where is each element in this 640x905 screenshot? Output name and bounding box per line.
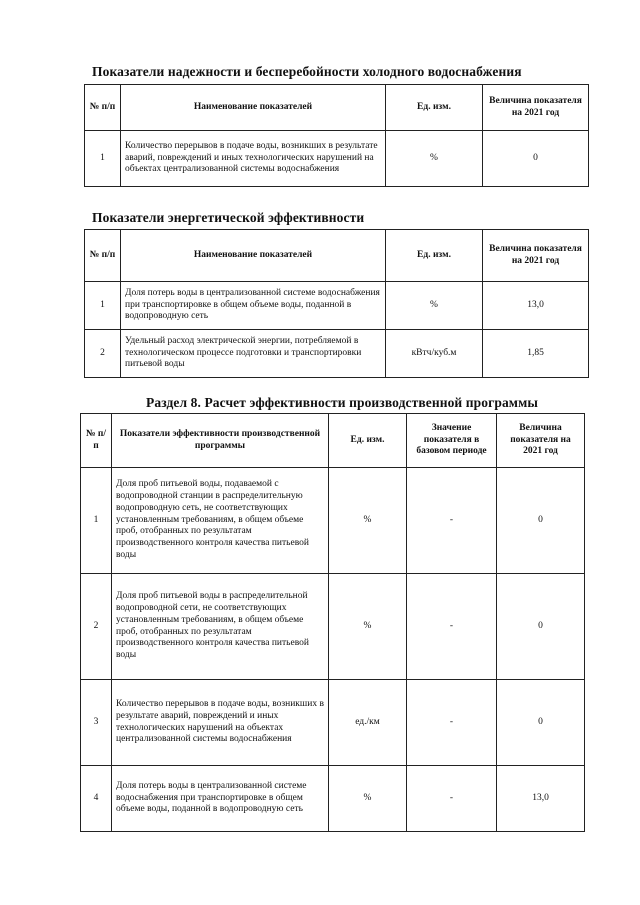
cell-name: Доля проб питьевой воды, подаваемой с водопроводной станции в распределительную водопроводную сеть, не соответствующих установленным требованиям, в общем объеме проб, отобранных по результатам производственного контроля качества питьевой воды bbox=[112, 468, 329, 574]
header-value: Величина показателя на 2021 год bbox=[483, 230, 589, 282]
cell-unit: % bbox=[329, 468, 407, 574]
cell-value: 0 bbox=[497, 574, 585, 680]
cell-num: 1 bbox=[81, 468, 112, 574]
cell-value: 0 bbox=[497, 468, 585, 574]
cell-name: Удельный расход электрической энергии, потребляемой в технологическом процессе подготовки и транспортировки питьевой воды bbox=[121, 330, 386, 378]
header-num: № п/п bbox=[85, 85, 121, 131]
table-row bbox=[85, 131, 589, 187]
cell-name: Доля потерь воды в централизованной системе водоснабжения при транспортировке в общем объеме воды, поданной в водопроводную сеть bbox=[121, 282, 386, 330]
header-name: Показатели эффективности производственной программы bbox=[112, 414, 329, 468]
energy-table bbox=[84, 229, 589, 378]
header-unit: Ед. изм. bbox=[386, 230, 483, 282]
header-num: № п/п bbox=[81, 414, 112, 468]
reliability-table bbox=[84, 84, 589, 187]
cell-name: Доля проб питьевой воды в распределительной водопроводной сети, не соответствующих установленным требованиям, в общем объеме проб, отобранных по результатам производственного контроля качества питьевой воды bbox=[112, 574, 329, 680]
cell-value: 13,0 bbox=[497, 766, 585, 832]
cell-unit: % bbox=[329, 766, 407, 832]
cell-num: 4 bbox=[81, 766, 112, 832]
cell-name: Количество перерывов в подаче воды, возникших в результате аварий, повреждений и иных технологических нарушений на объектах централизованной системы водоснабжения bbox=[112, 680, 329, 766]
table-row bbox=[85, 330, 589, 378]
cell-value: 0 bbox=[497, 680, 585, 766]
table-header-row bbox=[81, 414, 585, 468]
cell-value: 13,0 bbox=[483, 282, 589, 330]
cell-name: Количество перерывов в подаче воды, возникших в результате аварий, повреждений и иных технологических нарушений на объектах централизованной системы водоснабжения bbox=[121, 131, 386, 187]
efficiency-table bbox=[80, 413, 585, 832]
section-title-reliability: Показатели надежности и бесперебойности холодного водоснабжения bbox=[92, 64, 522, 79]
header-base: Значение показателя в базовом периоде bbox=[407, 414, 497, 468]
cell-base: - bbox=[407, 468, 497, 574]
table-row bbox=[81, 574, 585, 680]
header-unit: Ед. изм. bbox=[386, 85, 483, 131]
cell-value: 1,85 bbox=[483, 330, 589, 378]
table-row bbox=[81, 468, 585, 574]
header-unit: Ед. изм. bbox=[329, 414, 407, 468]
header-value: Величина показателя на 2021 год bbox=[497, 414, 585, 468]
cell-base: - bbox=[407, 680, 497, 766]
cell-unit: % bbox=[386, 131, 483, 187]
cell-base: - bbox=[407, 766, 497, 832]
cell-name: Доля потерь воды в централизованной системе водоснабжения при транспортировке в общем объеме воды, поданной в водопроводную сеть bbox=[112, 766, 329, 832]
cell-unit: % bbox=[329, 574, 407, 680]
cell-unit: кВтч/куб.м bbox=[386, 330, 483, 378]
section-title-efficiency: Раздел 8. Расчет эффективности производственной программы bbox=[146, 395, 539, 410]
cell-base: - bbox=[407, 574, 497, 680]
cell-num: 3 bbox=[81, 680, 112, 766]
header-num: № п/п bbox=[85, 230, 121, 282]
header-name: Наименование показателей bbox=[121, 230, 386, 282]
cell-value: 0 bbox=[483, 131, 589, 187]
cell-unit: % bbox=[386, 282, 483, 330]
header-name: Наименование показателей bbox=[121, 85, 386, 131]
header-value: Величина показателя на 2021 год bbox=[483, 85, 589, 131]
cell-num: 1 bbox=[85, 131, 121, 187]
table-row bbox=[81, 766, 585, 832]
table-header-row bbox=[85, 230, 589, 282]
table-row bbox=[85, 282, 589, 330]
table-row bbox=[81, 680, 585, 766]
cell-num: 1 bbox=[85, 282, 121, 330]
section-title-energy: Показатели энергетической эффективности bbox=[92, 210, 365, 225]
cell-num: 2 bbox=[85, 330, 121, 378]
cell-unit: ед./км bbox=[329, 680, 407, 766]
table-header-row bbox=[85, 85, 589, 131]
cell-num: 2 bbox=[81, 574, 112, 680]
